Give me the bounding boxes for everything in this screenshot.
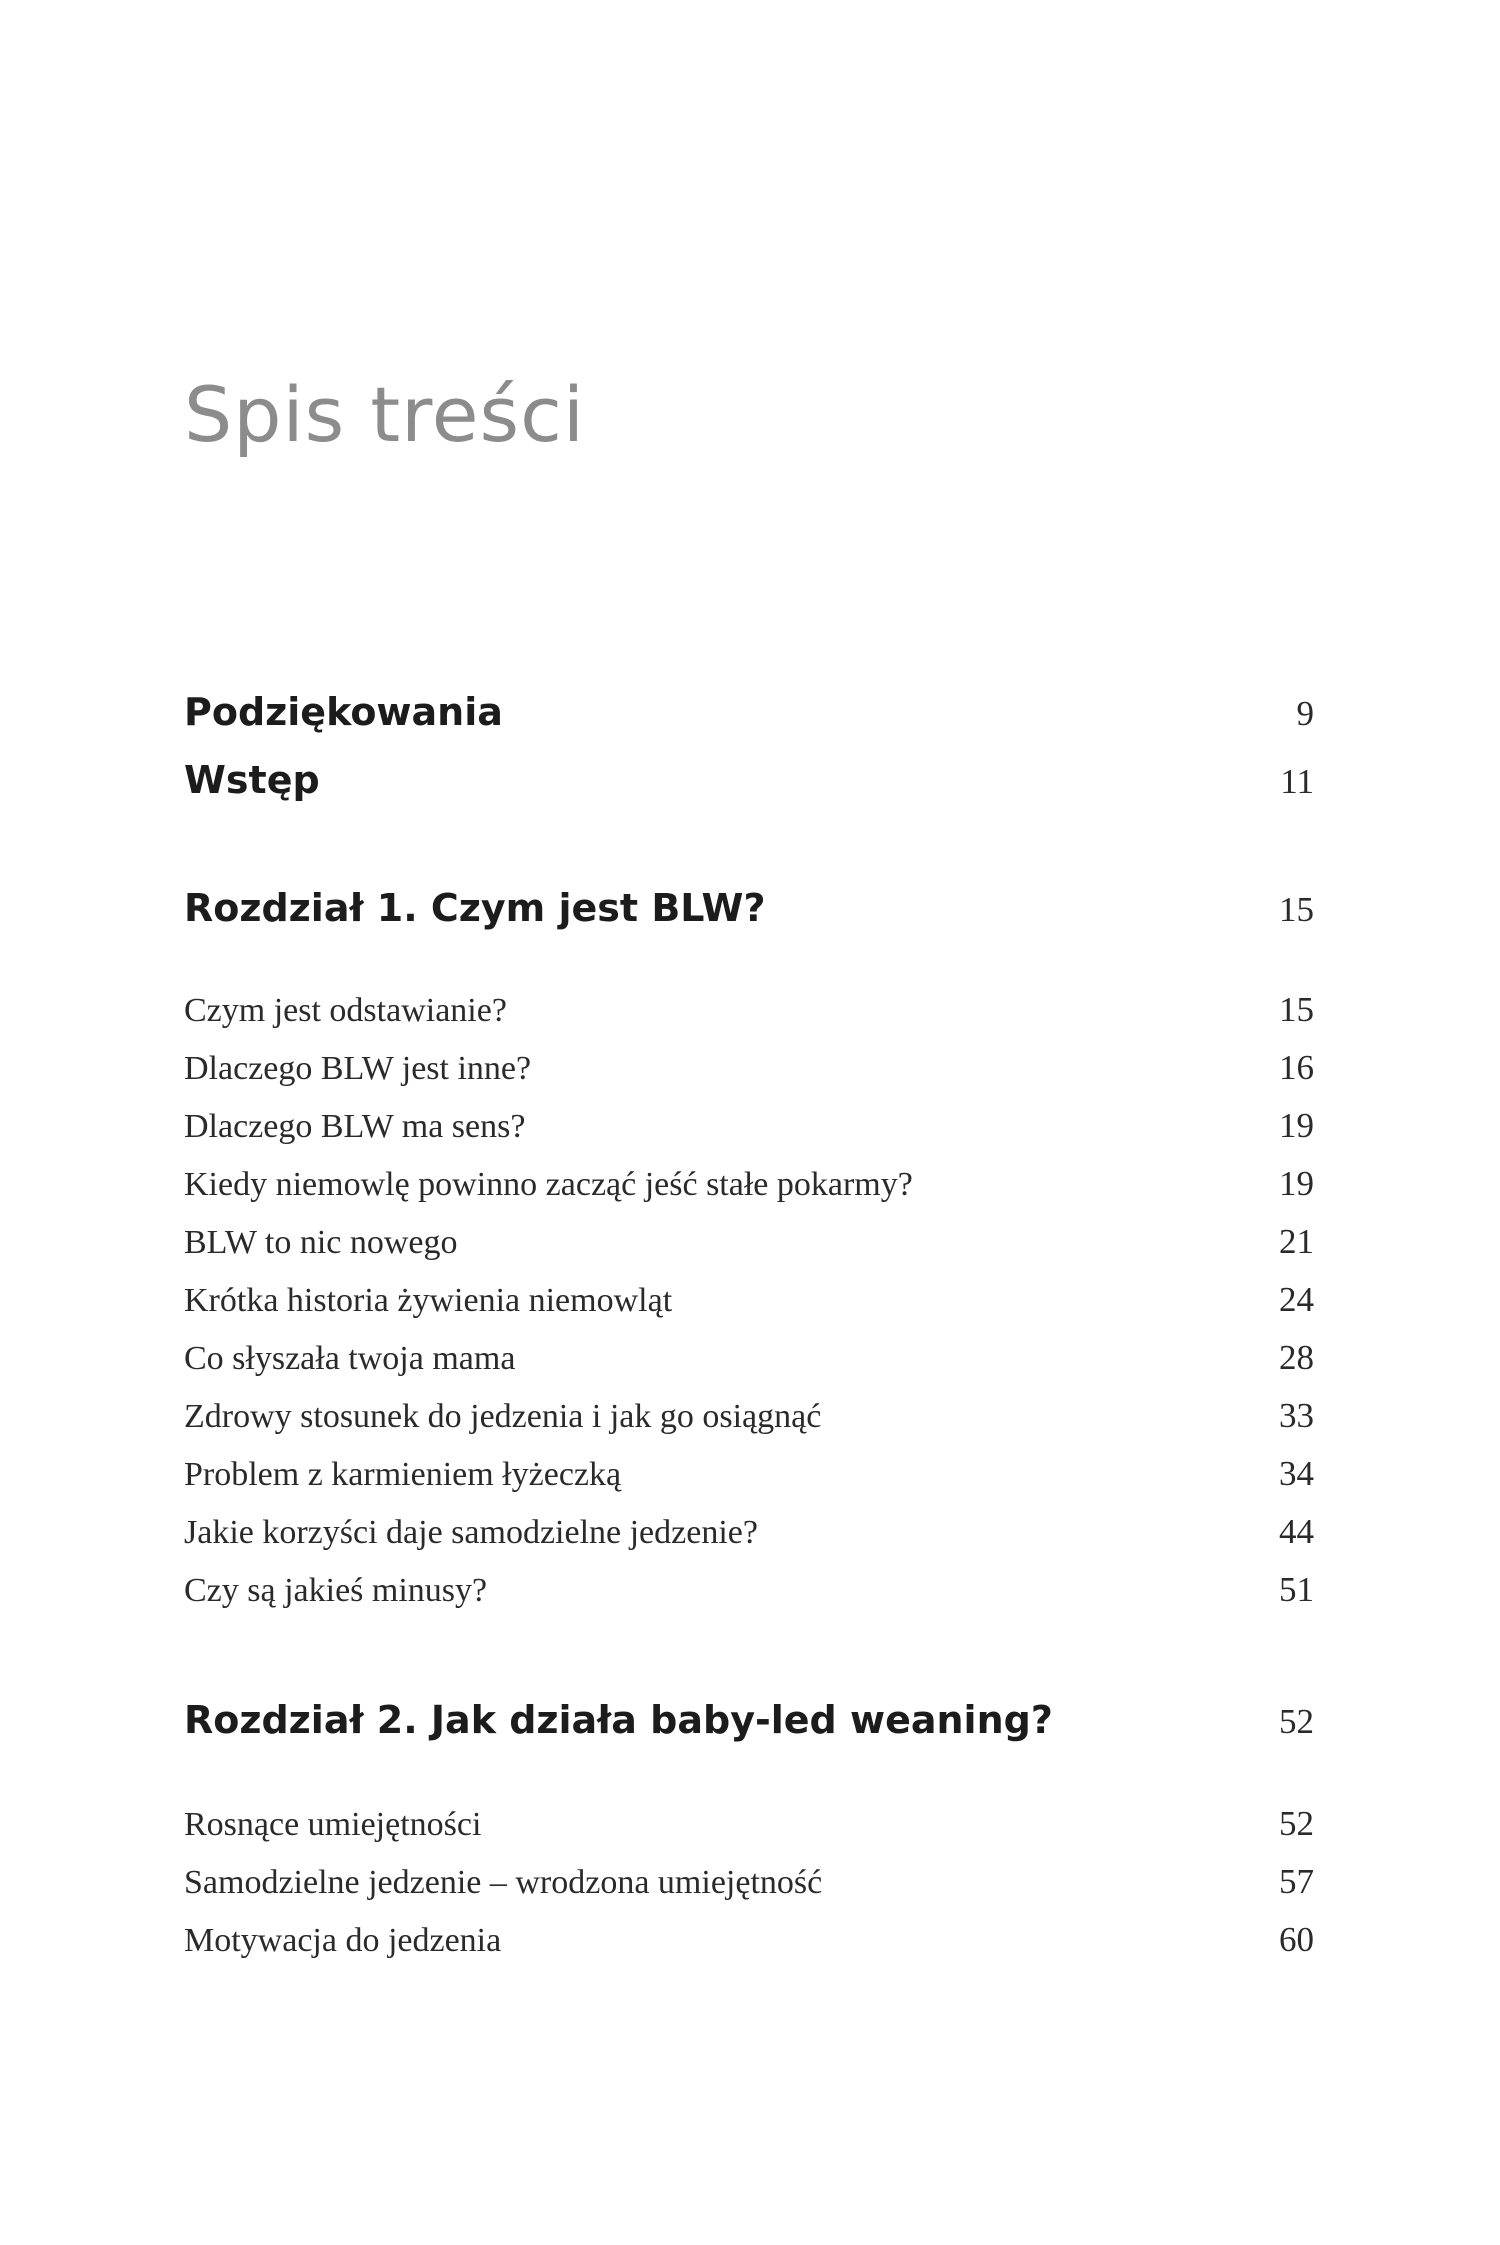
toc-section	[184, 1510, 1314, 1555]
table-of-contents	[184, 0, 1314, 2245]
toc-section	[184, 988, 1314, 1033]
toc-section	[184, 1046, 1314, 1091]
toc-entry-introduction	[184, 756, 1314, 806]
toc-section	[184, 1802, 1314, 1847]
toc-section-page: 44	[1279, 1512, 1314, 1551]
toc-section-label: Kiedy niemowlę powinno zacząć jeść stałe pokarmy?	[184, 1166, 913, 1203]
toc-section-label: Zdrowy stosunek do jedzenia i jak go osiągnąć	[184, 1398, 822, 1435]
toc-section-label: Rosnące umiejętności	[184, 1806, 482, 1843]
toc-entry-page: 11	[1280, 762, 1314, 801]
toc-section	[184, 1162, 1314, 1207]
toc-entry-acknowledgements	[184, 688, 1314, 738]
toc-section	[184, 1568, 1314, 1613]
toc-section	[184, 1394, 1314, 1439]
toc-section-label: Czy są jakieś minusy?	[184, 1572, 488, 1609]
toc-section-label: Co słyszała twoja mama	[184, 1340, 516, 1377]
toc-entry-page: 9	[1296, 694, 1314, 733]
toc-section-page: 16	[1279, 1048, 1314, 1087]
toc-section-page: 60	[1279, 1920, 1314, 1959]
toc-section-page: 21	[1279, 1222, 1314, 1261]
toc-entry-label: Wstęp	[184, 758, 320, 802]
toc-section-page: 52	[1279, 1804, 1314, 1843]
page-title: Spis treści	[184, 370, 585, 459]
toc-section-page: 57	[1279, 1862, 1314, 1901]
toc-chapter-2-heading	[184, 1696, 1314, 1746]
toc-entry-label: Podziękowania	[184, 690, 503, 734]
toc-section	[184, 1104, 1314, 1149]
toc-section	[184, 1220, 1314, 1265]
toc-section	[184, 1918, 1314, 1963]
toc-section	[184, 1860, 1314, 1905]
toc-section-label: Czym jest odstawianie?	[184, 992, 507, 1029]
toc-section-page: 33	[1279, 1396, 1314, 1435]
toc-section-label: Krótka historia żywienia niemowląt	[184, 1282, 673, 1319]
toc-section-page: 15	[1279, 990, 1314, 1029]
toc-section	[184, 1278, 1314, 1323]
toc-section-label: Dlaczego BLW ma sens?	[184, 1108, 526, 1145]
toc-section-page: 19	[1279, 1164, 1314, 1203]
toc-section	[184, 1336, 1314, 1381]
toc-section	[184, 1452, 1314, 1497]
toc-chapter-label: Rozdział 2. Jak działa baby-led weaning?	[184, 1698, 1053, 1742]
toc-section-page: 28	[1279, 1338, 1314, 1377]
toc-section-label: Dlaczego BLW jest inne?	[184, 1050, 532, 1087]
toc-section-label: Samodzielne jedzenie – wrodzona umiejętność	[184, 1864, 823, 1901]
toc-chapter-page: 52	[1279, 1702, 1314, 1741]
toc-section-page: 19	[1279, 1106, 1314, 1145]
toc-section-label: Motywacja do jedzenia	[184, 1922, 502, 1959]
toc-section-label: BLW to nic nowego	[184, 1224, 458, 1261]
toc-chapter-1-heading	[184, 884, 1314, 934]
toc-section-label: Problem z karmieniem łyżeczką	[184, 1456, 622, 1493]
toc-chapter-label: Rozdział 1. Czym jest BLW?	[184, 886, 766, 930]
toc-section-page: 24	[1279, 1280, 1314, 1319]
toc-chapter-page: 15	[1279, 890, 1314, 929]
toc-section-page: 51	[1279, 1570, 1314, 1609]
toc-section-label: Jakie korzyści daje samodzielne jedzenie?	[184, 1514, 758, 1551]
toc-section-page: 34	[1279, 1454, 1314, 1493]
